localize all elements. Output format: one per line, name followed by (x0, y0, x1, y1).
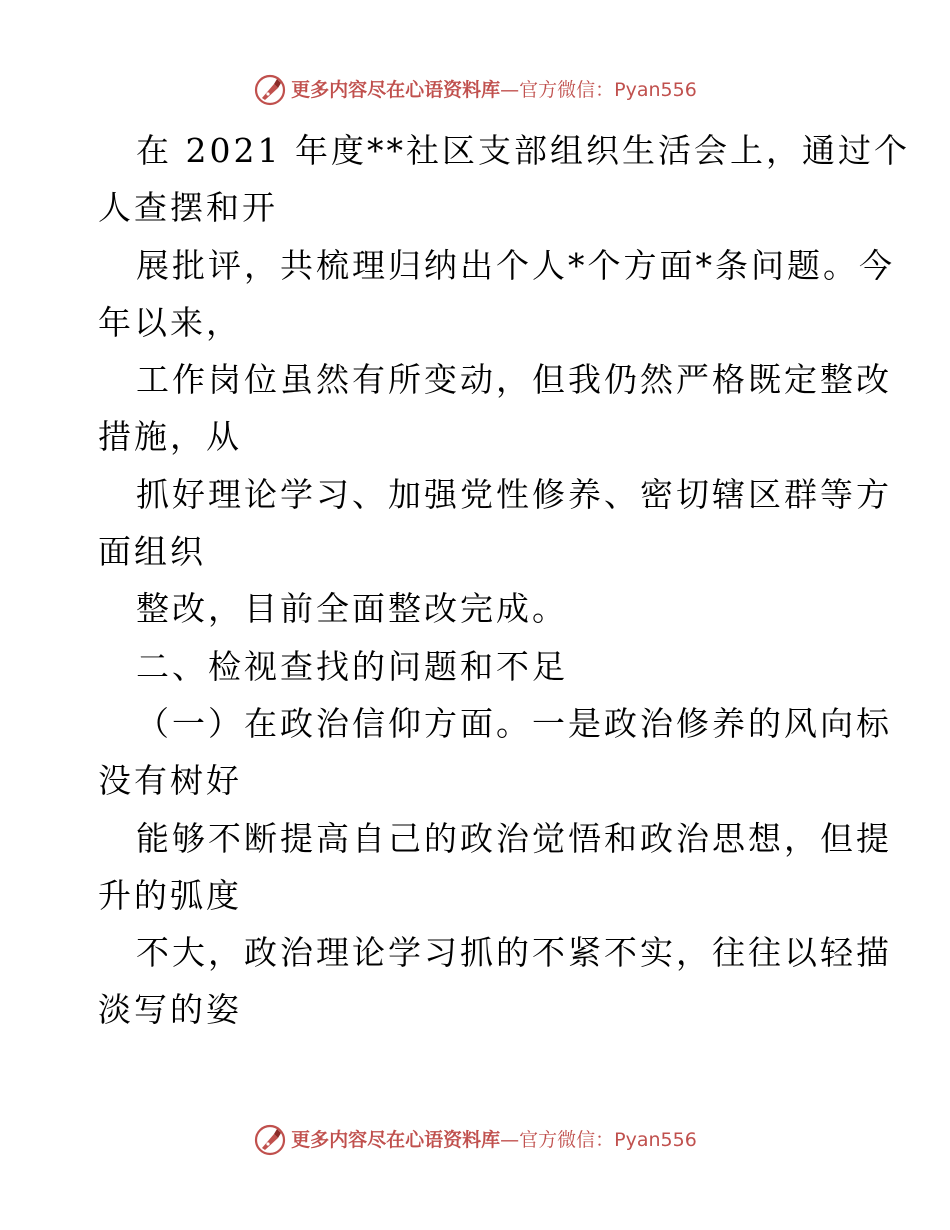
body-line: 升的弧度 (98, 875, 242, 915)
body-line: 抓好理论学习、加强党性修养、密切辖区群等方 (136, 474, 892, 514)
body-line: 展批评，共梳理归纳出个人*个方面*条问题。今 (136, 245, 895, 285)
banner-text (291, 78, 697, 101)
banner-dash: — (500, 1128, 520, 1151)
header-banner (0, 70, 950, 110)
body-line: 年以来， (98, 302, 242, 342)
banner-wechat: 官方微信：Pyan556 (519, 78, 697, 101)
body-line: 淡写的姿 (98, 990, 242, 1030)
body-line: 工作岗位虽然有所变动，但我仍然严格既定整改 (136, 360, 892, 400)
banner-brand: 更多内容尽在心语资料库 (291, 1128, 501, 1151)
banner-text (291, 1128, 697, 1151)
body-line: 不大，政治理论学习抓的不紧不实，往往以轻描 (136, 933, 892, 973)
body-line: 没有树好 (98, 761, 242, 801)
section-heading: 二、检视查找的问题和不足 (136, 646, 568, 686)
document-body (98, 122, 910, 1039)
body-line: 措施，从 (98, 417, 242, 457)
banner-wechat: 官方微信：Pyan556 (519, 1128, 697, 1151)
banner-dash: — (500, 78, 520, 101)
body-line: 能够不断提高自己的政治觉悟和政治思想，但提 (136, 818, 892, 858)
footer-banner (0, 1120, 950, 1160)
body-line: 面组织 (98, 532, 206, 572)
pen-nib-logo-icon (253, 1123, 287, 1157)
banner-brand: 更多内容尽在心语资料库 (291, 78, 501, 101)
body-line: 在 2021 年度**社区支部组织生活会上，通过个 (136, 131, 910, 170)
pen-nib-logo-icon (253, 73, 287, 107)
body-line: 整改，目前全面整改完成。 (136, 589, 568, 629)
body-line: （一）在政治信仰方面。一是政治修养的风向标 (136, 703, 892, 743)
body-line: 人查摆和开 (98, 188, 278, 228)
